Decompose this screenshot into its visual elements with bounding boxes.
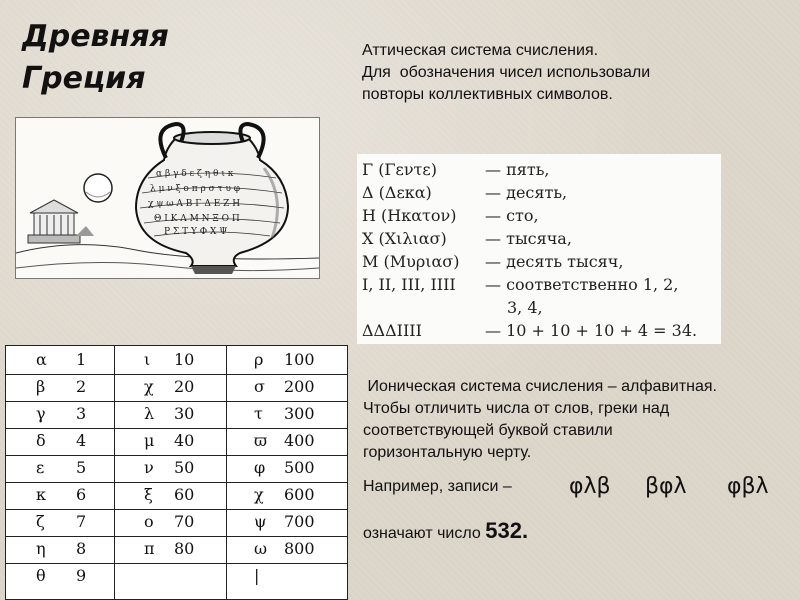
ionic-value: 700	[284, 512, 315, 531]
attic-line-2: Для обозначения чисел использовали	[362, 64, 651, 81]
ionic-line-4: горизонтальную черту.	[363, 444, 532, 461]
ionic-value: 4	[76, 431, 87, 450]
attic-line-1: Аттическая система счисления.	[362, 42, 599, 59]
ionic-letter: ξ	[144, 485, 153, 504]
table-row-divider	[6, 536, 347, 537]
title-line-2: Греция	[22, 61, 146, 96]
ionic-letter: ε	[36, 458, 45, 477]
attic-meaning: — тысяча,	[485, 229, 572, 248]
ionic-letter: τ	[254, 404, 263, 423]
ionic-value: 10	[174, 350, 195, 369]
ionic-value: 1	[76, 350, 87, 369]
slide-title	[22, 16, 222, 100]
ionic-value: 3	[76, 404, 87, 423]
ionic-line-2: Чтобы отличить числа от слов, греки над	[363, 400, 670, 417]
table-row-divider	[6, 401, 347, 402]
ionic-letter: σ	[254, 377, 265, 396]
table-column-divider	[226, 346, 227, 599]
attic-symbol: Δ (Δεκα)	[362, 183, 432, 202]
example-prefix: Например, записи –	[363, 478, 512, 495]
ionic-value: 800	[284, 539, 315, 558]
ionic-value: 100	[284, 350, 315, 369]
ionic-value: 500	[284, 458, 315, 477]
ionic-value: 40	[174, 431, 195, 450]
ionic-value: 80	[174, 539, 195, 558]
ionic-letter: ω	[254, 539, 268, 558]
attic-symbol: Γ (Γεντε)	[362, 160, 437, 179]
attic-symbol: Η (Ηκατον)	[362, 206, 457, 225]
table-row-divider	[6, 509, 347, 510]
ionic-value: 50	[174, 458, 195, 477]
ionic-letter: ρ	[254, 350, 264, 369]
table-column-divider	[114, 346, 115, 599]
example-line	[363, 474, 799, 508]
ionic-letter: χ	[144, 377, 154, 396]
ionic-value: 70	[174, 512, 195, 531]
ionic-value: 600	[284, 485, 315, 504]
svg-text:Ρ Σ Τ Υ Φ Χ Ψ: Ρ Σ Τ Υ Φ Χ Ψ	[164, 227, 228, 237]
ionic-letter: μ	[144, 431, 155, 450]
ionic-letter: λ	[144, 404, 155, 423]
meaning-number: 532.	[485, 518, 529, 543]
attic-meaning: — десять,	[485, 183, 568, 202]
ionic-letter: π	[144, 539, 155, 558]
ionic-letter: |	[254, 566, 260, 585]
ionic-letter: β	[36, 377, 46, 396]
table-row-divider	[6, 428, 347, 429]
svg-text:χ ψ ω Α Β Γ Δ Ε Ζ Η: χ ψ ω Α Β Γ Δ Ε Ζ Η	[148, 199, 241, 209]
table-row-divider	[6, 482, 347, 483]
ionic-letter: γ	[36, 404, 46, 423]
ionic-letter: ο	[144, 512, 154, 531]
example-word: βφλ	[645, 474, 687, 499]
ionic-numerals-table	[5, 345, 348, 600]
ionic-letter: δ	[36, 431, 46, 450]
ionic-line-1: Ионическая система счисления – алфавитная.	[363, 378, 717, 395]
ionic-value: 6	[76, 485, 87, 504]
attic-meaning: — соответственно 1, 2,	[485, 275, 679, 294]
svg-text:α β γ δ ε ζ η θ ι κ: α β γ δ ε ζ η θ ι κ	[156, 169, 234, 179]
ionic-letter: ϖ	[254, 431, 268, 450]
title-line-1: Древняя	[22, 19, 169, 54]
ionic-letter: ι	[144, 350, 151, 369]
attic-numerals-box	[357, 154, 721, 344]
attic-symbol: Ι, ΙΙ, ΙΙΙ, ΙΙΙΙ	[362, 275, 456, 294]
table-row-divider	[6, 374, 347, 375]
attic-symbol: Χ (Χιλιασ)	[362, 229, 447, 248]
ionic-description	[363, 376, 799, 464]
ionic-value: 200	[284, 377, 315, 396]
table-row-divider	[6, 455, 347, 456]
ionic-value: 7	[76, 512, 87, 531]
meaning-prefix: означают число	[363, 525, 481, 542]
attic-line-3: повторы коллективных символов.	[362, 86, 613, 103]
example-word: φλβ	[569, 474, 611, 499]
attic-symbol: Μ (Μυριασ)	[362, 252, 460, 271]
ionic-letter: θ	[36, 566, 46, 585]
attic-meaning: — 10 + 10 + 10 + 4 = 34.	[485, 321, 698, 340]
ionic-value: 60	[174, 485, 195, 504]
attic-meaning: — десять тысяч,	[485, 252, 624, 271]
ionic-line-3: соответствующей буквой ставили	[363, 422, 613, 439]
attic-description	[362, 40, 782, 106]
ionic-value: 5	[76, 458, 87, 477]
ionic-value: 9	[76, 566, 87, 585]
ionic-letter: ψ	[254, 512, 267, 531]
ionic-value: 400	[284, 431, 315, 450]
svg-text:λ μ ν ξ ο π ρ σ τ υ φ: λ μ ν ξ ο π ρ σ τ υ φ	[150, 184, 241, 194]
ionic-value: 8	[76, 539, 87, 558]
example-word: φβλ	[727, 474, 769, 499]
greek-vase-illustration	[15, 117, 320, 279]
ionic-letter: φ	[254, 458, 266, 477]
attic-symbol: ΔΔΔΙΙΙΙ	[362, 321, 422, 340]
ionic-value: 2	[76, 377, 87, 396]
ionic-value: 20	[174, 377, 195, 396]
ionic-value: 30	[174, 404, 195, 423]
svg-text:Θ Ι Κ Λ Μ Ν Ξ Ο Π: Θ Ι Κ Λ Μ Ν Ξ Ο Π	[154, 214, 240, 224]
attic-meaning: — сто,	[485, 206, 539, 225]
ionic-letter: κ	[36, 485, 46, 504]
attic-meaning: 3, 4,	[507, 298, 543, 317]
ionic-letter: α	[36, 350, 47, 369]
ionic-letter: χ	[254, 485, 264, 504]
ionic-value: 300	[284, 404, 315, 423]
ionic-letter: ζ	[36, 512, 45, 531]
ionic-letter: ν	[144, 458, 154, 477]
meaning-line	[363, 518, 528, 544]
table-row-divider	[6, 563, 347, 564]
attic-meaning: — пять,	[485, 160, 550, 179]
ionic-letter: η	[36, 539, 46, 558]
